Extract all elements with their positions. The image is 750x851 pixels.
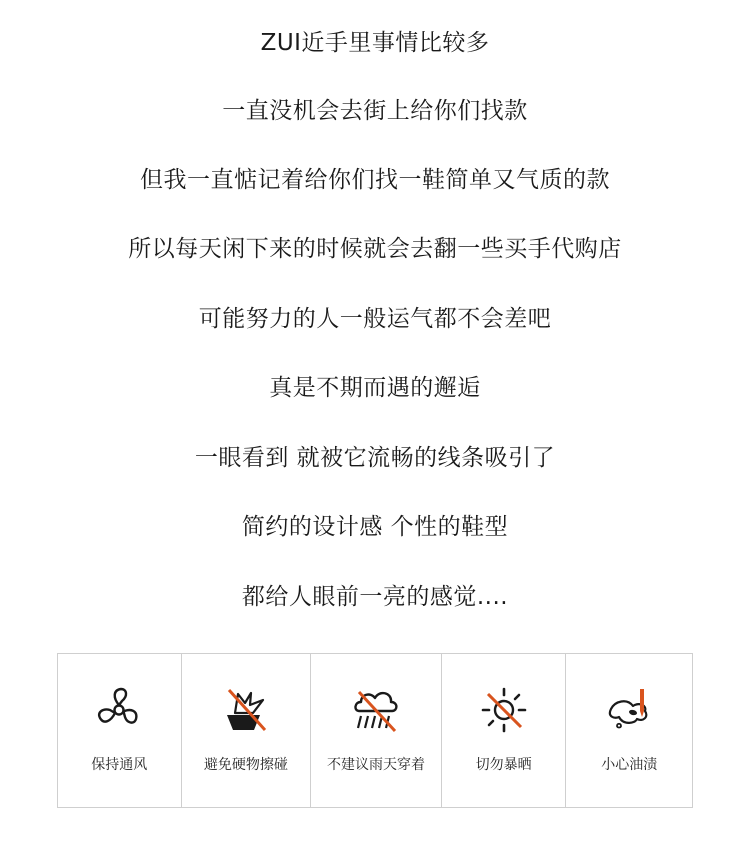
care-item-no-rain: [311, 654, 442, 807]
poem-line: 简约的设计感 个性的鞋型: [241, 514, 509, 540]
care-item-no-hard-objects: [182, 654, 312, 807]
no-rain-icon: [350, 684, 402, 736]
poem-line: 可能努力的人一般运气都不会差吧: [198, 306, 552, 332]
care-item-no-sun: [442, 654, 567, 807]
oil-stain-icon: [603, 684, 655, 736]
poem-line: 所以每天闲下来的时候就会去翻一些买手代购店: [128, 236, 622, 262]
care-label: 不建议雨天穿着: [327, 756, 425, 772]
care-label: 切勿暴晒: [475, 756, 532, 772]
care-instructions-table: [57, 653, 693, 808]
fan-icon: [93, 684, 145, 736]
no-hard-object-icon: [220, 684, 272, 736]
poem-line: 都给人眼前一亮的感觉....: [241, 584, 509, 610]
care-item-ventilation: [58, 654, 182, 807]
poem-line: ZUI近手里事情比较多: [260, 30, 490, 56]
poem-line: 但我一直惦记着给你们找一鞋简单又气质的款: [140, 167, 610, 193]
care-label: 避免硬物擦碰: [203, 756, 288, 772]
poem-line: 真是不期而遇的邂逅: [269, 375, 481, 401]
poem-line: 一直没机会去街上给你们找款: [222, 98, 528, 124]
poem-line: 一眼看到 就被它流畅的线条吸引了: [194, 445, 556, 471]
care-label: 保持通风: [91, 756, 148, 772]
care-label: 小心油渍: [601, 756, 658, 772]
care-item-oil-stain: [566, 654, 692, 807]
no-sun-icon: [478, 684, 530, 736]
